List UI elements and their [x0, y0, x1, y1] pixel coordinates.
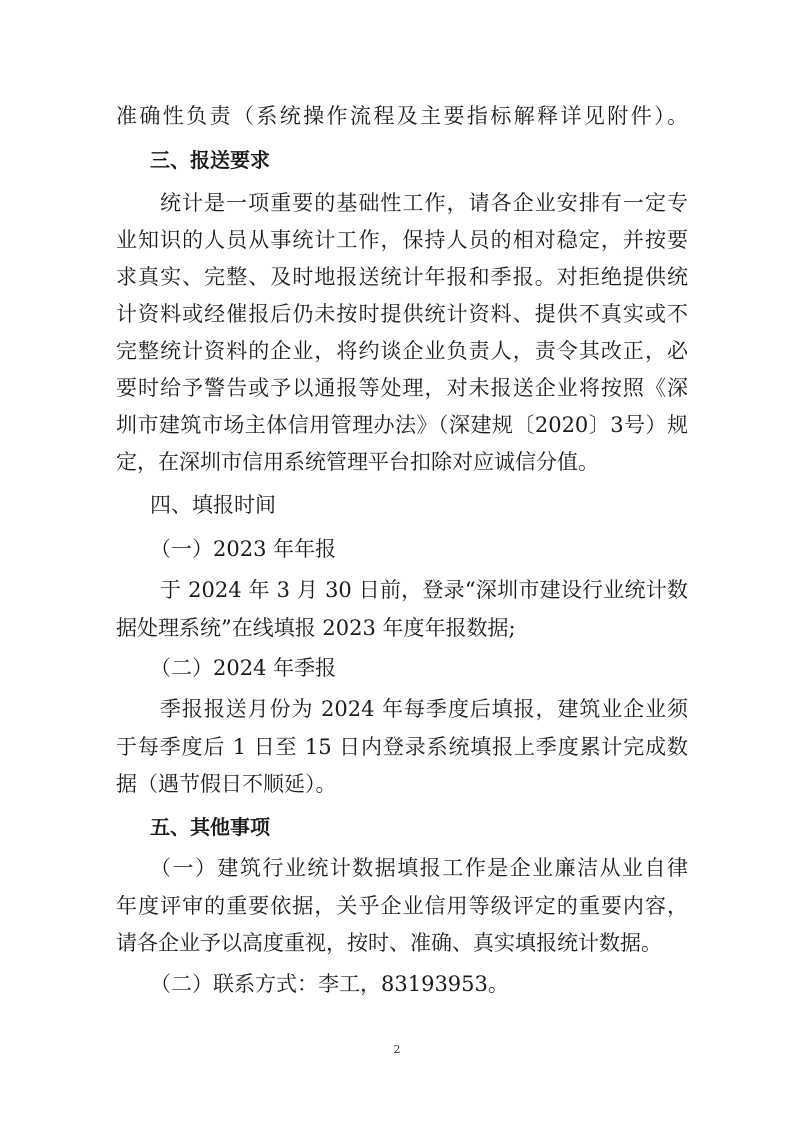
- text-line-13: 于 2024 年 3 月 30 日前，登录“深圳市建设行业统计数: [160, 578, 688, 602]
- page-number: 2: [393, 1043, 401, 1056]
- text-line-9: 圳市建筑市场主体信用管理办法》（深建规〔2020〕3号）规: [116, 413, 688, 437]
- text-line-8: 要时给予警告或予以通报等处理，对未报送企业将按照《深: [116, 376, 688, 400]
- section-heading-3: 三、报送要求: [150, 148, 270, 172]
- subsection-heading-annual: （一）2023 年年报: [150, 537, 337, 561]
- text-line-17: 于每季度后 1 日至 15 日内登录系统填报上季度累计完成数: [116, 735, 688, 759]
- section-heading-5: 五、其他事项: [150, 815, 270, 839]
- section-heading-4: 四、填报时间: [150, 493, 276, 517]
- text-line-7: 完整统计资料的企业，将约谈企业负责人，责令其改正，必: [116, 339, 688, 363]
- contact-line: （二）联系方式：李工，83193953。: [150, 972, 509, 996]
- text-line-16: 季报报送月份为 2024 年每季度后填报，建筑业企业须: [160, 697, 688, 721]
- text-line-21: 年度评审的重要依据，关乎企业信用等级评定的重要内容，: [116, 894, 688, 918]
- text-line-1: 准确性负责（系统操作流程及主要指标解释详见附件）。: [116, 104, 688, 128]
- text-line-5: 求真实、完整、及时地报送统计年报和季报。对拒绝提供统: [116, 265, 688, 289]
- text-line-4: 业知识的人员从事统计工作，保持人员的相对稳定，并按要: [116, 228, 688, 252]
- text-line-10: 定，在深圳市信用系统管理平台扣除对应诚信分值。: [116, 450, 599, 474]
- text-line-20: （一）建筑行业统计数据填报工作是企业廉洁从业自律: [150, 856, 688, 880]
- text-line-22: 请各企业予以高度重视，按时、准确、真实填报统计数据。: [116, 931, 662, 955]
- text-line-3: 统计是一项重要的基础性工作，请各企业安排有一定专: [160, 191, 688, 215]
- text-line-6: 计资料或经催报后仍未按时提供统计资料、提供不真实或不: [116, 302, 688, 326]
- subsection-heading-quarterly: （二）2024 年季报: [150, 656, 337, 680]
- text-line-18: 据（遇节假日不顺延）。: [116, 772, 337, 796]
- text-line-14: 据处理系统”在线填报 2023 年度年报数据;: [116, 616, 516, 640]
